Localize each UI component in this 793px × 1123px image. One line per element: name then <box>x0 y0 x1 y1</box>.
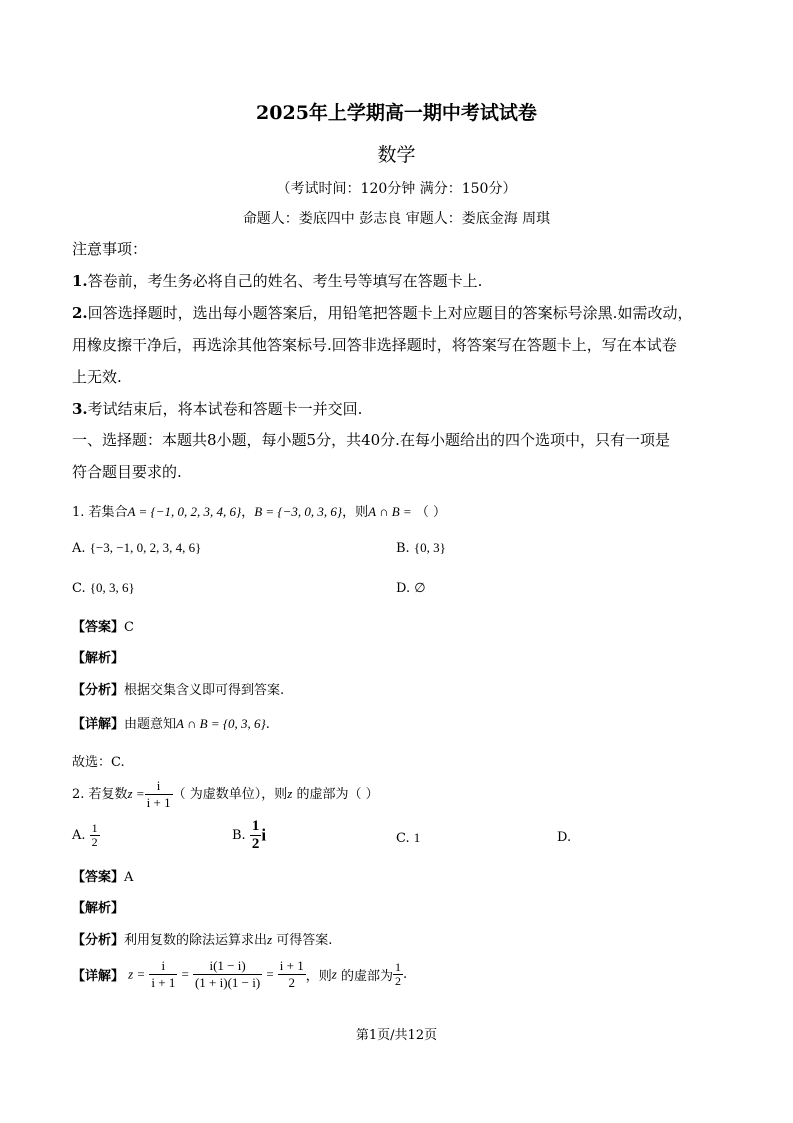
q2-option-b-num: 1 <box>251 818 260 834</box>
q2-option-a <box>72 822 100 849</box>
q1-option-d-value: ∅ <box>414 580 426 595</box>
q2-stem <box>72 778 379 811</box>
q2-stem-prefix: 2. 若复数 <box>72 787 128 802</box>
section-heading-line-2: 符合题目要求的. <box>72 463 182 481</box>
q1-option-a-label: A. <box>72 541 86 556</box>
q2-d-eq-2: = <box>266 966 274 982</box>
q1-answer <box>72 616 134 635</box>
q1-xiangjie <box>72 713 270 732</box>
q2-d-frac-2 <box>193 958 262 991</box>
q2-z-eq: z = <box>127 786 145 801</box>
note-2-text-1: 回答选择题时，选出每小题答案后，用铅笔把答题卡上对应题目的答案标号涂黑.如需改动， <box>87 304 693 322</box>
q1-expr: A ∩ B = <box>368 504 412 519</box>
q2-option-a-den: 2 <box>91 835 98 849</box>
q2-xiangjie-tag: 【详解】 <box>72 969 125 984</box>
q2-z: z <box>287 786 293 801</box>
exam-title: 2025年上学期高一期中考试试卷 <box>256 102 537 124</box>
q2-option-d-label: D. <box>557 830 572 845</box>
q1-fenxi <box>72 679 284 698</box>
q2-option-a-label: A. <box>72 828 86 843</box>
q2-option-b-frac <box>250 818 262 853</box>
q2-jiexi <box>72 897 124 916</box>
q2-answer-value: A <box>124 870 134 885</box>
note-3-text: 考试结束后，将本试卷和答题卡一并交回. <box>87 400 363 418</box>
q1-blank: （ ） <box>415 505 446 520</box>
q1-option-c <box>72 580 135 596</box>
q1-option-b-value: {0, 3} <box>413 540 446 555</box>
q1-option-a <box>72 540 201 556</box>
q2-d-frac-2-den: (1 + i)(1 − i) <box>194 975 261 990</box>
q2-option-b <box>232 818 266 853</box>
note-2-line-1 <box>72 302 692 323</box>
q2-d-result-den: 2 <box>394 974 401 988</box>
q2-d-end: 的虚部为 <box>340 969 393 984</box>
q1-choose: 故选：C. <box>72 755 125 770</box>
note-1 <box>72 270 482 291</box>
q1-fenxi-tag: 【分析】 <box>72 683 125 698</box>
q1-option-d-label: D. <box>396 581 411 596</box>
q2-option-d <box>557 830 571 845</box>
note-2-num: 2. <box>72 304 88 322</box>
note-1-text: 答卷前，考生务必将自己的姓名、考生号等填写在答题卡上. <box>87 272 483 290</box>
q2-fenxi-tag: 【分析】 <box>72 933 125 948</box>
note-2-line-3: 上无效. <box>72 368 122 386</box>
q2-fenxi-z: z <box>267 932 273 947</box>
q2-fenxi <box>72 929 332 948</box>
q1-xiangjie-tag: 【详解】 <box>72 717 125 732</box>
q1-sep: ， <box>241 505 255 520</box>
q2-option-c-value: 1 <box>413 830 421 845</box>
q2-option-b-label: B. <box>232 828 246 843</box>
q1-option-a-value: {−3, −1, 0, 2, 3, 4, 6} <box>89 540 202 555</box>
q2-option-a-num: 1 <box>91 821 98 835</box>
q1-set-b: B = {−3, 0, 3, 6} <box>254 504 343 519</box>
q1-option-b-label: B. <box>396 541 410 556</box>
q1-stem-mid: ，则 <box>342 505 369 520</box>
q2-jiexi-tag: 【解析】 <box>72 901 125 916</box>
q1-answer-value: C <box>124 620 134 635</box>
q2-option-b-den: 2 <box>251 836 260 852</box>
note-3 <box>72 398 362 419</box>
q2-option-c-label: C. <box>396 831 410 846</box>
q2-stem-end: 的虚部为（ ） <box>296 787 379 802</box>
q2-d-frac-1-num: i <box>149 958 177 975</box>
q2-option-c <box>396 830 420 846</box>
q1-answer-tag: 【答案】 <box>72 620 125 635</box>
q2-d-frac-3-den: 2 <box>288 975 296 990</box>
q2-d-frac-3-num: i + 1 <box>279 958 304 973</box>
q2-xiangjie <box>72 958 407 991</box>
q1-option-d <box>396 580 426 596</box>
q2-stem-mid: （ 为虚数单位），则 <box>172 787 288 802</box>
q1-set-a: A = {−1, 0, 2, 3, 4, 6} <box>127 504 242 519</box>
q1-xiangjie-prefix: 由题意知 <box>124 717 177 732</box>
q1-jiexi <box>72 647 124 666</box>
q2-d-frac-1-den: i + 1 <box>151 975 176 990</box>
q2-fenxi-end: 可得答案. <box>276 933 333 948</box>
q2-d-frac-3 <box>278 958 306 991</box>
q2-fraction-num: i <box>145 778 173 795</box>
q2-fraction-den: i + 1 <box>146 795 171 810</box>
q2-fraction <box>145 778 173 811</box>
q1-option-c-value: {0, 3, 6} <box>89 580 135 595</box>
q2-d-result-frac <box>393 961 403 988</box>
note-1-num: 1. <box>72 272 88 290</box>
q2-d-result-num: 1 <box>394 960 401 974</box>
q1-option-b <box>396 540 446 556</box>
q2-option-b-i: i <box>261 825 267 845</box>
notes-heading: 注意事项： <box>72 240 148 258</box>
q2-d-eq-1: = <box>181 966 189 982</box>
q1-option-c-label: C. <box>72 581 86 596</box>
q1-jiexi-tag: 【解析】 <box>72 651 125 666</box>
q1-stem-prefix: 1. 若集合 <box>72 505 128 520</box>
exam-authors: 命题人：娄底四中 彭志良 审题人：娄底金海 周琪 <box>242 211 551 227</box>
q1-xiangjie-end: . <box>265 717 270 732</box>
q2-answer-tag: 【答案】 <box>72 870 125 885</box>
q2-option-a-frac <box>90 822 100 849</box>
q2-d-mid: ，则 <box>305 969 332 984</box>
q2-answer <box>72 866 133 885</box>
q1-xiangjie-expr: A ∩ B = {0, 3, 6} <box>176 716 266 731</box>
q1-stem <box>72 501 446 520</box>
q2-d-frac-2-num: i(1 − i) <box>193 958 262 975</box>
exam-time-info: （考试时间：120分钟 满分：150分） <box>276 181 517 197</box>
section-heading-line-1: 一、选择题：本题共8小题，每小题5分，共40分.在每小题给出的四个选项中，只有一项是 <box>72 431 670 449</box>
q1-fenxi-text: 根据交集含义即可得到答案. <box>124 683 285 698</box>
q2-d-frac-1 <box>149 958 177 991</box>
page-number: 第1页/共12页 <box>355 1028 438 1043</box>
q2-d-z2: z <box>331 966 337 982</box>
q2-fenxi-prefix: 利用复数的除法运算求出 <box>124 933 268 948</box>
q2-d-z: z = <box>128 966 146 982</box>
q2-d-period: . <box>402 967 408 982</box>
exam-subject: 数学 <box>377 144 416 166</box>
note-3-num: 3. <box>72 400 88 418</box>
note-2-line-2: 用橡皮擦干净后，再选涂其他答案标号.回答非选择题时，将答案写在答题卡上，写在本试卷 <box>72 336 677 354</box>
